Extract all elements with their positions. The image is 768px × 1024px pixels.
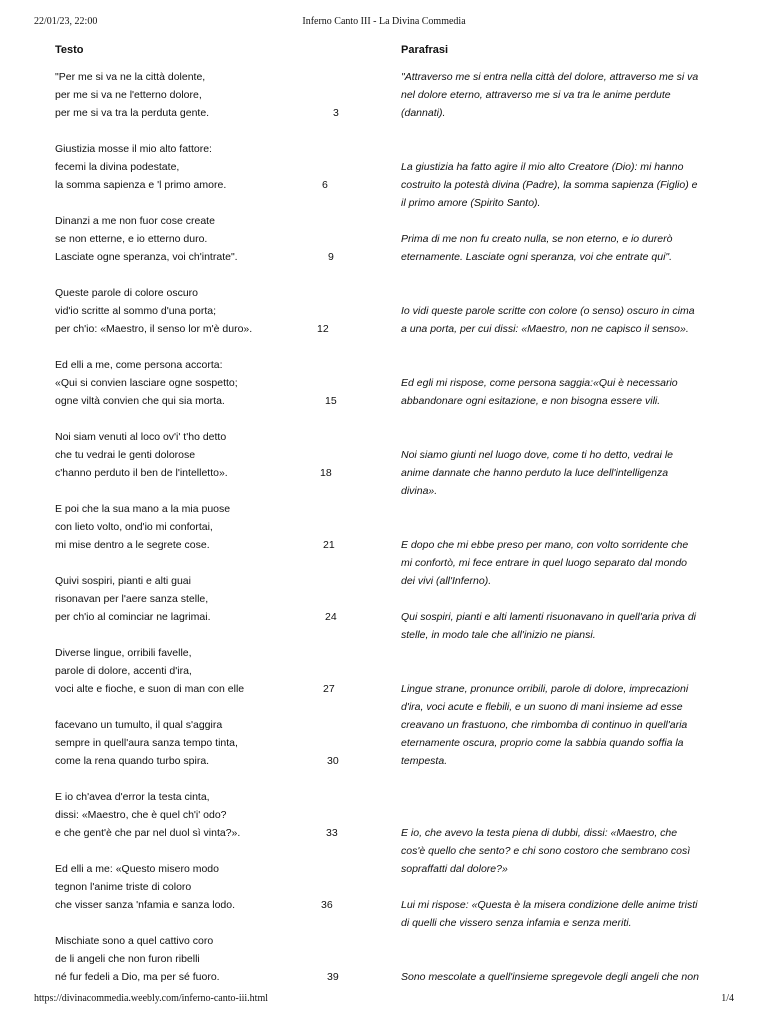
- verse-line: né fur fedeli a Dio, ma per sé fuoro.: [55, 971, 220, 983]
- parafrasi-line: creavano un frastuono, che rimbomba di continuo in quell'aria: [401, 719, 688, 731]
- verse-number: 36: [321, 899, 333, 911]
- verse-line: Ed elli a me, come persona accorta:: [55, 359, 223, 371]
- verse-number: 27: [323, 683, 335, 695]
- verse-number: 3: [333, 107, 339, 119]
- verse-number: 6: [322, 179, 328, 191]
- print-title: Inferno Canto III - La Divina Commedia: [302, 16, 466, 27]
- verse-line: ogne viltà convien che qui sia morta.: [55, 395, 225, 407]
- parafrasi-line: Io vidi queste parole scritte con colore (o senso) oscuro in cima: [401, 305, 695, 317]
- parafrasi-line: La giustizia ha fatto agire il mio alto Creatore (Dio): mi hanno: [401, 161, 684, 173]
- parafrasi-line: eternamente oscura, proprio come la sabbia quando soffia la: [401, 737, 684, 749]
- verse-line: mi mise dentro a le segrete cose.: [55, 539, 210, 551]
- parafrasi-line: Lui mi rispose: «Questa è la misera condizione delle anime tristi: [401, 899, 698, 911]
- parafrasi-line: E io, che avevo la testa piena di dubbi, dissi: «Maestro, che: [401, 827, 678, 839]
- verse-number: 15: [325, 395, 337, 407]
- verse-line: Noi siam venuti al loco ov'i' t'ho detto: [55, 431, 227, 443]
- verse-line: la somma sapienza e 'l primo amore.: [55, 179, 227, 191]
- verse-line: tegnon l'anime triste di coloro: [55, 881, 192, 893]
- verse-line: per me si va ne l'etterno dolore,: [55, 89, 202, 101]
- parafrasi-line: abbandonare ogni esitazione, e non bisogna essere vili.: [401, 395, 661, 407]
- parafrasi-line: costruito la potestà divina (Padre), la somma sapienza (Figlio) e: [401, 179, 698, 191]
- verse-line: parole di dolore, accenti d'ira,: [55, 665, 192, 677]
- verse-line: risonavan per l'aere sanza stelle,: [55, 593, 209, 605]
- verse-line: de li angeli che non furon ribelli: [55, 953, 200, 965]
- verse-line: facevano un tumulto, il qual s'aggira: [55, 719, 223, 731]
- parafrasi-line: (dannati).: [401, 107, 446, 119]
- parafrasi-line: dei vivi (all'Inferno).: [401, 575, 492, 587]
- parafrasi-line: Noi siamo giunti nel luogo dove, come ti ho detto, vedrai le: [401, 449, 673, 461]
- parafrasi-line: nel dolore eterno, attraverso me si va tra le anime perdute: [401, 89, 671, 101]
- parafrasi-line: a una porta, per cui dissi: «Maestro, non ne capisco il senso».: [401, 323, 689, 335]
- page-number: 1/4: [721, 993, 734, 1004]
- verse-line: Ed elli a me: «Questo misero modo: [55, 863, 219, 875]
- verse-line: che visser sanza 'nfamia e sanza lodo.: [55, 899, 236, 911]
- parafrasi-line: cos'è quello che sento? e chi sono costoro che sembrano così: [401, 845, 691, 857]
- verse-line: se non etterne, e io etterno duro.: [55, 233, 208, 245]
- verse-line: vid'io scritte al sommo d'una porta;: [55, 305, 216, 317]
- verse-line: sempre in quell'aura sanza tempo tinta,: [55, 737, 238, 749]
- verse-line: fecemi la divina podestate,: [55, 161, 180, 173]
- verse-number: 12: [317, 323, 329, 335]
- verse-line: "Per me si va ne la città dolente,: [55, 71, 206, 83]
- verse-number: 39: [327, 971, 339, 983]
- parafrasi-line: stelle, in modo tale che all'inizio ne piansi.: [401, 629, 596, 641]
- parafrasi-line: eternamente. Lasciate ogni speranza, voi che entrate qui".: [401, 251, 673, 263]
- parafrasi-line: "Attraverso me si entra nella città del dolore, attraverso me si va: [401, 71, 699, 83]
- verse-line: e che gent'è che par nel duol sì vinta?».: [55, 827, 241, 839]
- verse-number: 18: [320, 467, 332, 479]
- verse-line: che tu vedrai le genti dolorose: [55, 449, 196, 461]
- verse-line: per ch'io al cominciar ne lagrimai.: [55, 611, 211, 623]
- parafrasi-line: Lingue strane, pronunce orribili, parole di dolore, imprecazioni: [401, 683, 689, 695]
- verse-line: Diverse lingue, orribili favelle,: [55, 647, 192, 659]
- parafrasi-line: divina».: [401, 485, 438, 497]
- verse-line: per ch'io: «Maestro, il senso lor m'è duro».: [55, 323, 253, 335]
- verse-number: 21: [323, 539, 335, 551]
- print-date: 22/01/23, 22:00: [34, 16, 98, 27]
- verse-line: dissi: «Maestro, che è quel ch'i' odo?: [55, 809, 227, 821]
- verse-line: come la rena quando turbo spira.: [55, 755, 210, 767]
- parafrasi-line: tempesta.: [401, 755, 448, 767]
- column-heading-parafrasi: Parafrasi: [401, 44, 449, 56]
- parafrasi-line: d'ira, voci acute e flebili, e un suono di mani insieme ad esse: [401, 701, 683, 713]
- page-url-link[interactable]: https://divinacommedia.weebly.com/inferno-canto-iii.html: [34, 993, 269, 1004]
- parafrasi-line: Prima di me non fu creato nulla, se non eterno, e io durerò: [401, 233, 673, 245]
- parafrasi-line: E dopo che mi ebbe preso per mano, con volto sorridente che: [401, 539, 689, 551]
- verse-line: Dinanzi a me non fuor cose create: [55, 215, 215, 227]
- parafrasi-line: anime dannate che hanno perduto la luce dell'intelligenza: [401, 467, 669, 479]
- verse-line: Giustizia mosse il mio alto fattore:: [55, 143, 212, 155]
- parafrasi-line: Qui sospiri, pianti e alti lamenti risuonavano in quell'aria priva di: [401, 611, 696, 623]
- verse-number: 24: [325, 611, 337, 623]
- parafrasi-line: Sono mescolate a quell'insieme spregevole degli angeli che non: [401, 971, 699, 983]
- verse-line: E io ch'avea d'error la testa cinta,: [55, 791, 210, 803]
- verse-line: Mischiate sono a quel cattivo coro: [55, 935, 214, 947]
- print-footer: [0, 993, 768, 1009]
- verse-line: «Qui si convien lasciare ogne sospetto;: [55, 377, 238, 389]
- verse-line: E poi che la sua mano a la mia puose: [55, 503, 231, 515]
- verse-line: Lasciate ogne speranza, voi ch'intrate".: [55, 251, 238, 263]
- verse-line: c'hanno perduto il ben de l'intelletto».: [55, 467, 228, 479]
- parafrasi-line: il primo amore (Spirito Santo).: [401, 197, 541, 209]
- verse-number: 9: [328, 251, 334, 263]
- parafrasi-line: mi confortò, mi fece entrare in quel luogo separato dal mondo: [401, 557, 687, 569]
- column-heading-testo: Testo: [55, 44, 84, 56]
- verse-line: con lieto volto, ond'io mi confortai,: [55, 521, 213, 533]
- parafrasi-line: sopraffatti dal dolore?»: [401, 863, 508, 875]
- parafrasi-line: Ed egli mi rispose, come persona saggia:«Qui è necessario: [401, 377, 678, 389]
- verse-number: 30: [327, 755, 339, 767]
- print-header: [0, 16, 768, 32]
- verse-number: 33: [326, 827, 338, 839]
- parafrasi-line: di quelli che vissero senza infamia e senza meriti.: [401, 917, 632, 929]
- verse-line: voci alte e fioche, e suon di man con elle: [55, 683, 245, 695]
- verse-line: Queste parole di colore oscuro: [55, 287, 198, 299]
- verse-line: Quivi sospiri, pianti e alti guai: [55, 575, 191, 587]
- verse-line: per me si va tra la perduta gente.: [55, 107, 210, 119]
